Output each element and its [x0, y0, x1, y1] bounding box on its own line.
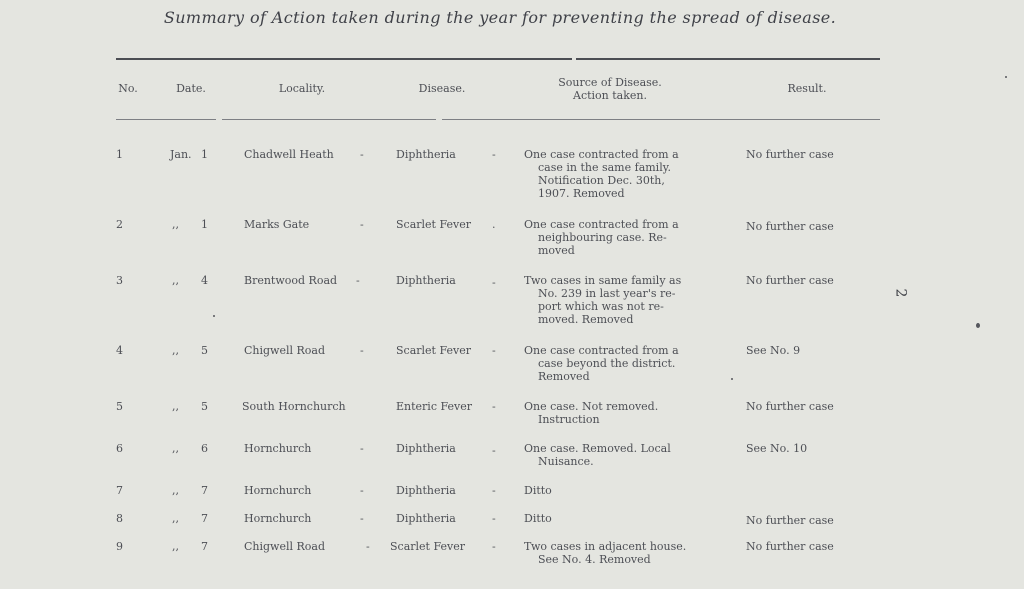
- row-2-month: ,,: [172, 218, 179, 231]
- row-6-day: 6: [201, 442, 208, 455]
- row-6-action-line-1: One case. Removed. Local: [524, 442, 671, 455]
- column-rule-2: [222, 119, 436, 120]
- header-result: Result.: [787, 82, 827, 95]
- page-number: 2: [892, 288, 909, 298]
- row-4-month: ,,: [172, 344, 179, 357]
- header-source: [540, 76, 680, 102]
- header-date: Date.: [176, 82, 206, 95]
- row-4-action-line-1: One case contracted from a: [524, 344, 679, 357]
- row-6-disease: Diphtheria: [396, 442, 456, 455]
- row-1-dash-locality: -: [360, 148, 364, 161]
- row-2-result: No further case: [746, 220, 834, 233]
- row-1-day: 1: [201, 148, 208, 161]
- ink-speck: [1005, 76, 1007, 78]
- row-1-action: [524, 148, 712, 200]
- row-6-action: [524, 442, 712, 468]
- row-6-dash-locality: -: [360, 442, 364, 455]
- row-1-result: No further case: [746, 148, 834, 161]
- row-5-no: 5: [116, 400, 123, 413]
- ink-speck: [213, 315, 215, 317]
- row-5-action-line-2: Instruction: [538, 413, 600, 426]
- row-1-action-line-1: One case contracted from a: [524, 148, 679, 161]
- header-source-line2: Action taken.: [573, 89, 647, 102]
- column-rule-1: [116, 119, 216, 120]
- row-3-dash-disease: -: [492, 276, 496, 289]
- row-7-disease: Diphtheria: [396, 484, 456, 497]
- header-rule-right: [576, 58, 880, 60]
- row-4-action-line-3: Removed: [538, 370, 590, 383]
- row-8-day: 7: [201, 512, 208, 525]
- row-2-action-line-2: neighbouring case. Re-: [538, 231, 667, 244]
- row-7-day: 7: [201, 484, 208, 497]
- row-7-month: ,,: [172, 484, 179, 497]
- row-8-no: 8: [116, 512, 123, 525]
- row-1-action-line-4: 1907. Removed: [538, 187, 625, 200]
- row-6-result: See No. 10: [746, 442, 808, 455]
- row-5-locality: South Hornchurch: [242, 400, 346, 413]
- row-5-result: No further case: [746, 400, 834, 413]
- header-locality: Locality.: [278, 82, 326, 95]
- row-4-action-line-2: case beyond the district.: [538, 357, 676, 370]
- row-3-action-line-1: Two cases in same family as: [524, 274, 682, 287]
- row-5-action: [524, 400, 712, 426]
- header-disease: Disease.: [418, 82, 466, 95]
- row-9-day: 7: [201, 540, 208, 553]
- row-5-dash-disease: -: [492, 400, 496, 413]
- row-3-action-line-4: moved. Removed: [538, 313, 634, 326]
- row-8-action-line-1: Ditto: [524, 512, 552, 525]
- row-7-no: 7: [116, 484, 123, 497]
- row-6-action-line-2: Nuisance.: [538, 455, 594, 468]
- row-3-result: No further case: [746, 274, 834, 287]
- row-1-action-line-2: case in the same family.: [538, 161, 671, 174]
- row-9-dash-locality: -: [366, 540, 370, 553]
- row-9-locality: Chigwell Road: [244, 540, 326, 553]
- row-4-result: See No. 9: [746, 344, 801, 357]
- header-source-line1: Source of Disease.: [558, 76, 662, 89]
- row-5-action-line-1: One case. Not removed.: [524, 400, 659, 413]
- row-5-day: 5: [201, 400, 208, 413]
- row-2-action: [524, 218, 712, 257]
- row-5-disease: Enteric Fever: [396, 400, 473, 413]
- row-9-dash-disease: -: [492, 540, 496, 553]
- row-7-dash-locality: -: [360, 484, 364, 497]
- row-8-dash-locality: -: [360, 512, 364, 525]
- row-4-day: 5: [201, 344, 208, 357]
- row-6-locality: Hornchurch: [244, 442, 312, 455]
- row-2-dash-disease: .: [492, 218, 496, 231]
- row-3-action: [524, 274, 712, 326]
- row-3-day: 4: [201, 274, 208, 287]
- row-1-locality: Chadwell Heath: [244, 148, 334, 161]
- row-9-no: 9: [116, 540, 123, 553]
- row-2-locality: Marks Gate: [244, 218, 310, 231]
- row-6-no: 6: [116, 442, 123, 455]
- row-8-disease: Diphtheria: [396, 512, 456, 525]
- row-2-action-line-3: moved: [538, 244, 575, 257]
- row-3-month: ,,: [172, 274, 179, 287]
- page-title: Summary of Action taken during the year for preventing the spread of disease.: [163, 8, 837, 27]
- row-1-action-line-3: Notification Dec. 30th,: [538, 174, 665, 187]
- row-2-day: 1: [201, 218, 208, 231]
- row-9-result: No further case: [746, 540, 834, 553]
- row-2-no: 2: [116, 218, 123, 231]
- row-9-disease: Scarlet Fever: [390, 540, 465, 553]
- row-7-dash-disease: -: [492, 484, 496, 497]
- row-7-action-line-1: Ditto: [524, 484, 552, 497]
- row-6-month: ,,: [172, 442, 179, 455]
- row-7-action: [524, 484, 712, 497]
- ink-speck: [976, 323, 980, 328]
- row-2-dash-locality: -: [360, 218, 364, 231]
- row-4-action: [524, 344, 712, 383]
- header-rule-left: [116, 58, 572, 60]
- row-3-action-line-3: port which was not re-: [538, 300, 664, 313]
- row-8-month: ,,: [172, 512, 179, 525]
- row-3-locality: Brentwood Road: [244, 274, 338, 287]
- row-3-no: 3: [116, 274, 123, 287]
- ink-speck: [731, 378, 733, 380]
- row-8-locality: Hornchurch: [244, 512, 312, 525]
- row-9-action-line-2: See No. 4. Removed: [538, 553, 651, 566]
- row-8-dash-disease: -: [492, 512, 496, 525]
- row-1-no: 1: [116, 148, 123, 161]
- row-1-disease: Diphtheria: [396, 148, 456, 161]
- row-4-disease: Scarlet Fever: [396, 344, 471, 357]
- row-4-no: 4: [116, 344, 123, 357]
- row-8-result: No further case: [746, 514, 834, 527]
- row-9-action: [524, 540, 712, 566]
- row-3-disease: Diphtheria: [396, 274, 456, 287]
- row-7-locality: Hornchurch: [244, 484, 312, 497]
- row-3-action-line-2: No. 239 in last year's re-: [538, 287, 676, 300]
- row-9-action-line-1: Two cases in adjacent house.: [524, 540, 687, 553]
- row-2-disease: Scarlet Fever: [396, 218, 471, 231]
- row-1-month: Jan.: [170, 148, 192, 161]
- row-5-month: ,,: [172, 400, 179, 413]
- row-2-action-line-1: One case contracted from a: [524, 218, 679, 231]
- row-9-month: ,,: [172, 540, 179, 553]
- row-1-dash-disease: -: [492, 148, 496, 161]
- column-rule-3: [442, 119, 880, 120]
- row-6-dash-disease: -: [492, 444, 496, 457]
- header-no: No.: [118, 82, 138, 95]
- row-3-dash-locality: -: [356, 274, 360, 287]
- row-4-dash-disease: -: [492, 344, 496, 357]
- row-4-dash-locality: -: [360, 344, 364, 357]
- row-8-action: [524, 512, 712, 525]
- row-4-locality: Chigwell Road: [244, 344, 326, 357]
